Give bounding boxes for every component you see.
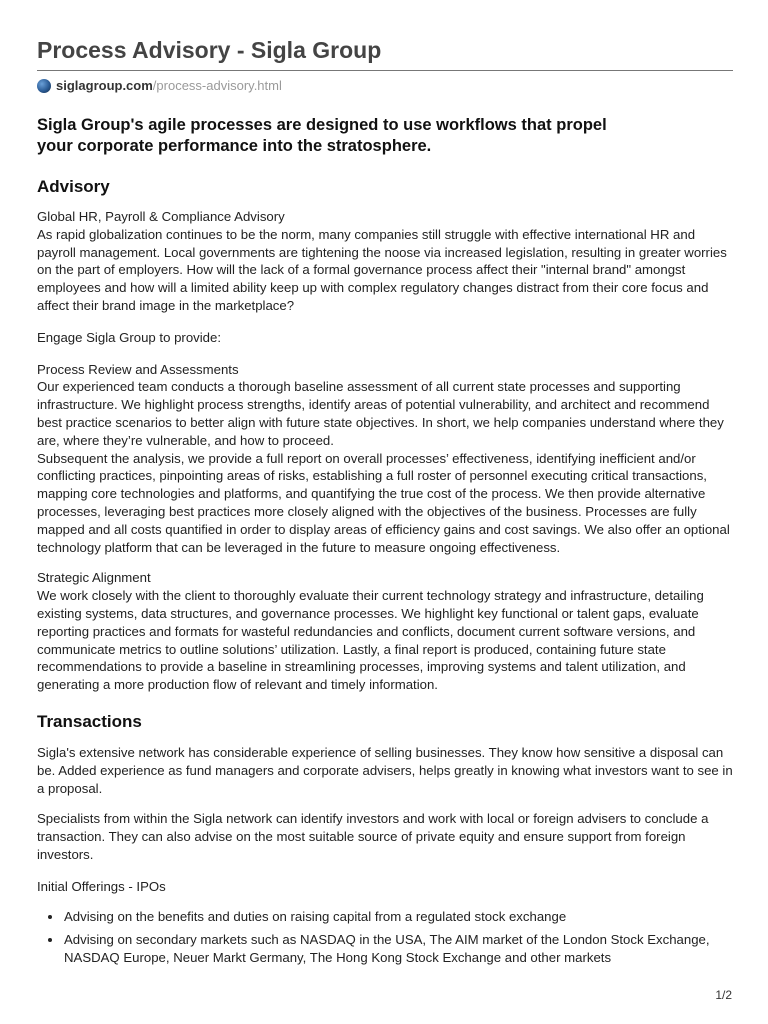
review-title: Process Review and Assessments [37,361,239,377]
list-item [37,908,733,926]
strategic-title: Strategic Alignment [37,570,151,586]
page-title: Process Advisory - Sigla Group [37,34,733,71]
global-hr-title: Global HR, Payroll & Compliance Advisory [37,209,285,224]
transactions-para-2: Specialists from within the Sigla network can identify investors and work with local or foreign advisers to conclude a transaction. They can also advise on the most suitable source of private equity and ensure support from foreign investors. [37,811,709,862]
page-number: 1/2 [715,988,732,1002]
globe-icon [37,79,51,93]
review-body-1: Our experienced team conducts a thorough baseline assessment of all current state processes and supporting infrastructure. We highlight process strengths, identify areas of potential vulnerability, and architect and recommend best practice scenarios to better align with future state objectives. In short, we help companies understand where they are, where they’re vulnerable, and how to proceed. [37,379,724,448]
transactions-heading: Transactions [37,711,142,731]
strategic-body: We work closely with the client to thoroughly evaluate their current technology strategy and infrastructure, detailing existing systems, data structures, and governance processes. We highlight key functional or talent gaps, evaluate reporting practices and formats for wasteful redundancies and conflicts, document current software versions, and communicate metrics to outline solutions’ utilization. Lastly, a final report is produced, containing future state recommendations to provide a baseline in streamlining processes, improving systems and talent utilization, and generating a more production flow of relevant and timely information. [37,588,704,693]
engage-text: Engage Sigla Group to provide: [37,329,222,345]
global-hr-body: As rapid globalization continues to be the norm, many companies still struggle with effective international HR and payroll management. Local governments are tightening the noose via increased legislation, resulting in greater worries on the part of employers. How will the lack of a formal governance process affect their "internal brand" amongst employees and how will a limited ability keep up with complex regulatory changes distract from their core focus and affect their brand image in the marketplace? [37,226,727,313]
source-path[interactable]: /process-advisory.html [152,78,282,93]
list-item-text: Advising on the benefits and duties on raising capital from a regulated stock exchange [64,908,567,924]
bullet-icon [48,938,52,942]
source-domain[interactable]: siglagroup.com [56,78,153,93]
ipo-title: Initial Offerings - IPOs [37,878,166,894]
ipo-list [37,908,733,967]
advisory-heading: Advisory [37,177,110,196]
bullet-icon [48,915,52,919]
source-url[interactable] [37,77,733,95]
list-item-text: Advising on secondary markets such as NASDAQ in the USA, The AIM market of the London Stock Exchange, NASDAQ Europe, Neuer Markt Germany, The Hong Kong Stock Exchange and other markets [64,932,710,966]
lead-paragraph: Sigla Group's agile processes are designed to use workflows that propel your corporate performance into the stratosphere. [37,116,607,155]
list-item [37,931,733,967]
document-page [37,34,733,973]
transactions-para-1: Sigla's extensive network has considerable experience of selling businesses. They know how sensitive a disposal can be. Added experience as fund managers and corporate advisers, helps greatly in knowing what investors want to see in a proposal. [37,744,733,796]
review-body-2: Subsequent the analysis, we provide a full report on overall processes’ effectiveness, identifying inefficient and/or conflicting practices, pinpointing areas of risks, establishing a full roster of personnel executing critical transactions, mapping core technologies and platforms, and quantifying the true cost of the process. We then provide alternative processes, leveraging best practices more closely aligned with the objectives of the business. Processes are fully mapped and all costs quantified in order to display areas of efficiency gains and cost savings. We also offer an optional technology platform that can be leveraged in the future to measure ongoing effectiveness. [37,450,730,555]
